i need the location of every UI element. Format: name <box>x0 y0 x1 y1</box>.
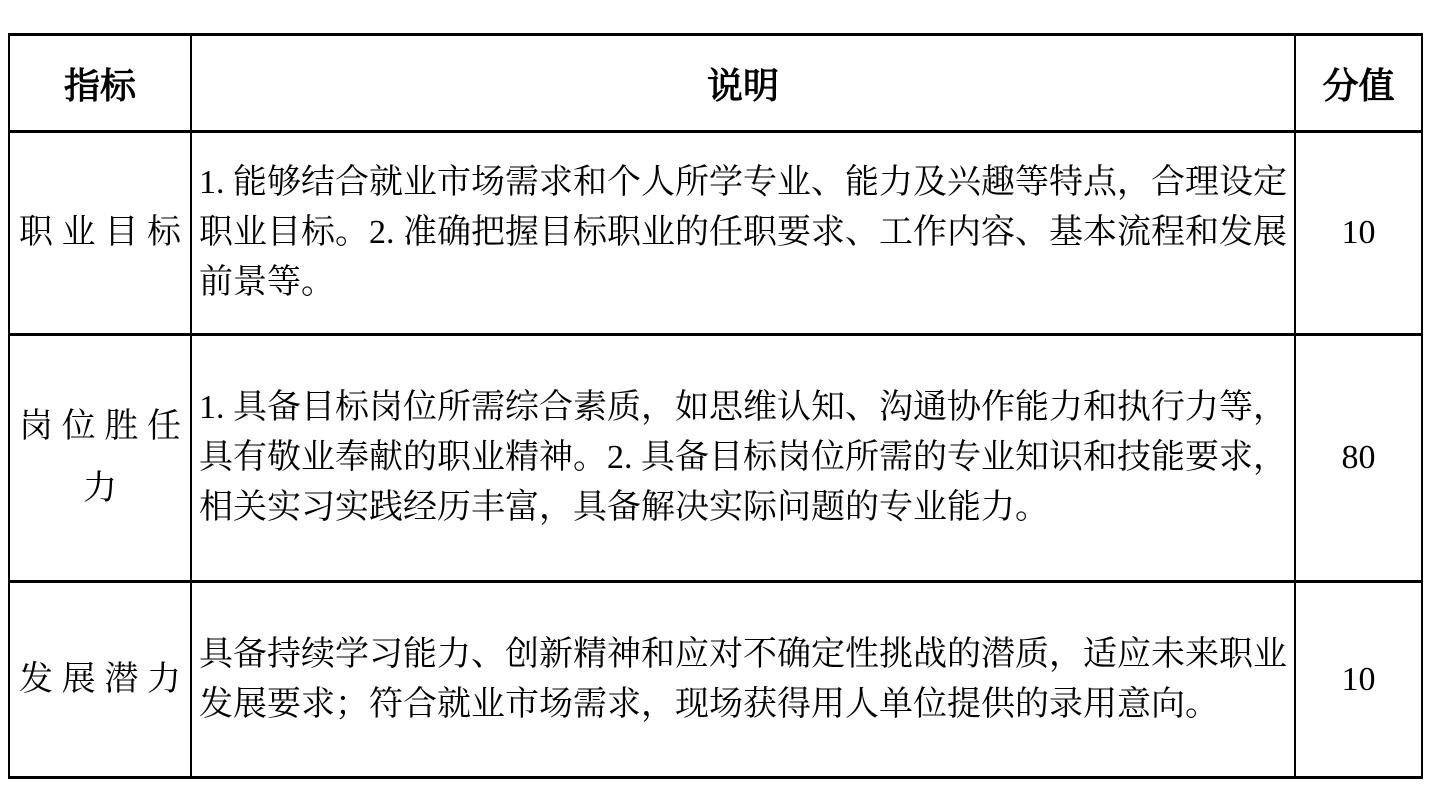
indicator-header-cell: 指标 <box>9 35 191 132</box>
score-cell: 10 <box>1295 582 1422 778</box>
rubric-table <box>8 33 1423 779</box>
description-cell: 1. 具备目标岗位所需综合素质，如思维认知、沟通协作能力和执行力等，具有敬业奉献的职业精神。2. 具备目标岗位所需的专业知识和技能要求，相关实习实践经历丰富，具备解决实际问题的专业能力。 <box>191 335 1295 582</box>
score-cell: 10 <box>1295 132 1422 335</box>
indicator-cell: 岗位胜任力 <box>9 335 191 582</box>
description-header-cell: 说明 <box>191 35 1295 132</box>
indicator-cell: 职业目标 <box>9 132 191 335</box>
indicator-cell: 发展潜力 <box>9 582 191 778</box>
score-header-cell: 分值 <box>1295 35 1422 132</box>
description-cell: 1. 能够结合就业市场需求和个人所学专业、能力及兴趣等特点，合理设定职业目标。2. 准确把握目标职业的任职要求、工作内容、基本流程和发展前景等。 <box>191 132 1295 335</box>
rubric-table-container <box>8 33 1423 779</box>
table-header-row <box>9 35 1422 132</box>
score-cell: 80 <box>1295 335 1422 582</box>
table-row <box>9 335 1422 582</box>
table-row <box>9 132 1422 335</box>
description-cell: 具备持续学习能力、创新精神和应对不确定性挑战的潜质，适应未来职业发展要求；符合就业市场需求，现场获得用人单位提供的录用意向。 <box>191 582 1295 778</box>
table-row <box>9 582 1422 778</box>
